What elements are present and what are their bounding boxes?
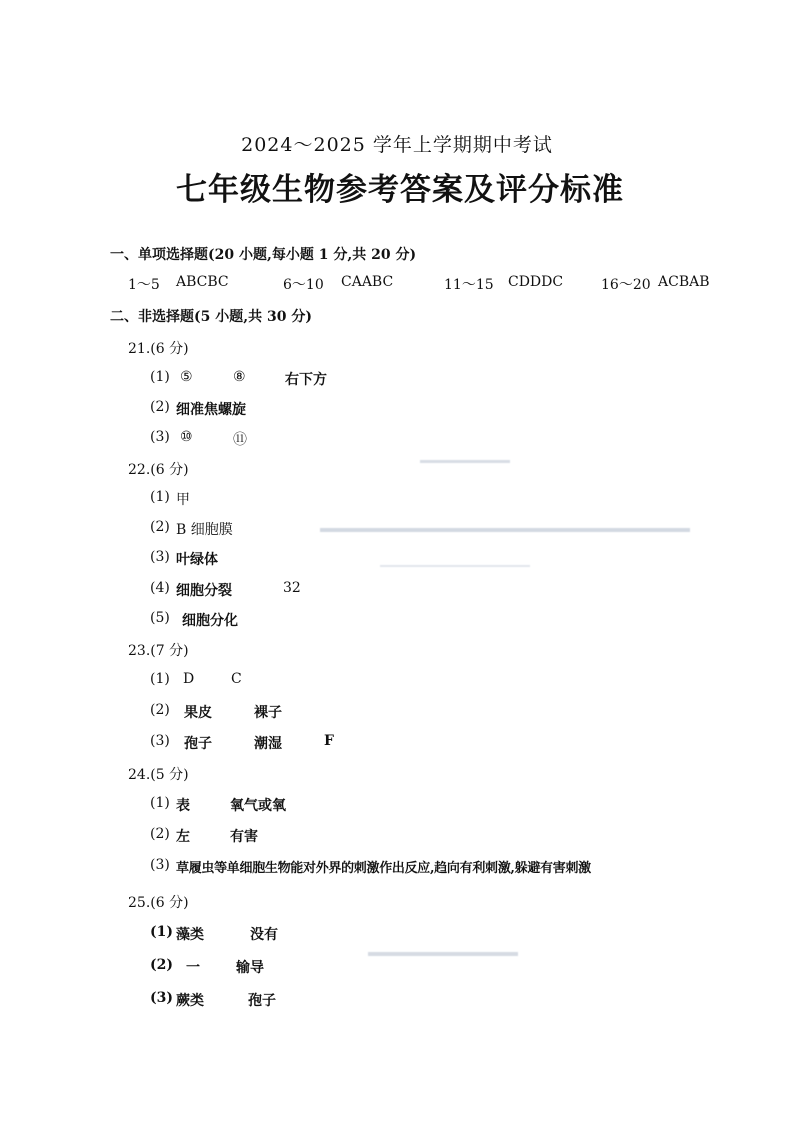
answer-value: ⑩ [180, 429, 193, 445]
answer-label: (3) [150, 429, 170, 445]
mc-group-range: 6～10 [283, 277, 324, 293]
answer-value: 果皮 [184, 705, 212, 721]
answer-label: (2) [150, 399, 170, 415]
answer-label: (2) [150, 702, 170, 718]
answer-value: C [231, 671, 242, 687]
exam-subtitle: 2024～2025 学年上学期期中考试 [241, 134, 553, 156]
question-heading: 25.(6 分) [128, 895, 189, 911]
answer-value: F [324, 733, 334, 749]
page-title: 七年级生物参考答案及评分标准 [176, 172, 624, 208]
answer-label: (2) [150, 957, 173, 973]
answer-label: (1) [150, 795, 170, 811]
section2-heading: 二、非选择题(5 小题,共 30 分) [110, 309, 312, 325]
question-heading: 24.(5 分) [128, 767, 189, 783]
answer-value: 细准焦螺旋 [176, 402, 246, 418]
answer-value: 一 [186, 960, 200, 976]
answer-value: 甲 [176, 492, 190, 508]
answer-label: (2) [150, 519, 170, 535]
mc-group-range: 11～15 [444, 277, 494, 293]
scan-bleed-mark [420, 460, 510, 463]
mc-group-answers: ACBAB [658, 274, 710, 290]
answer-value: 细胞分裂 [176, 583, 232, 599]
answer-label: (4) [150, 580, 170, 596]
answer-value: 细胞分化 [182, 613, 238, 629]
answer-label: (1) [150, 369, 170, 385]
answer-value: 裸子 [254, 705, 282, 721]
mc-group-range: 16～20 [601, 277, 651, 293]
answer-label: (2) [150, 826, 170, 842]
answer-value: D [183, 671, 195, 687]
answer-value: ⑤ [180, 369, 193, 385]
answer-label: (5) [150, 610, 170, 626]
answer-value: 输导 [236, 960, 264, 976]
mc-group-answers: CDDDC [508, 274, 564, 290]
answer-value: 蕨类 [176, 993, 204, 1009]
section1-heading: 一、单项选择题(20 小题,每小题 1 分,共 20 分) [110, 247, 417, 263]
scan-bleed-mark [380, 565, 530, 567]
answer-label: (3) [150, 857, 170, 873]
answer-value: 没有 [250, 927, 278, 943]
answer-value: 潮湿 [254, 736, 282, 752]
answer-label: (3) [150, 549, 170, 565]
answer-value: B 细胞膜 [176, 522, 233, 538]
mc-group-answers: ABCBC [176, 274, 229, 290]
question-heading: 22.(6 分) [128, 462, 189, 478]
answer-value: 右下方 [285, 372, 327, 388]
answer-value: 表 [176, 798, 190, 814]
answer-value: 藻类 [176, 927, 204, 943]
answer-label: (3) [150, 733, 170, 749]
answer-label: (1) [150, 924, 173, 940]
scan-bleed-mark [320, 528, 690, 532]
answer-value: 孢子 [248, 993, 276, 1009]
answer-label: (1) [150, 671, 170, 687]
scan-bleed-mark [368, 952, 518, 956]
answer-value: ⑪ [233, 432, 247, 448]
answer-label: (3) [150, 990, 173, 1006]
answer-value: 叶绿体 [176, 552, 218, 568]
mc-group-range: 1～5 [128, 277, 160, 293]
answer-value: ⑧ [233, 369, 246, 385]
answer-value: 32 [283, 580, 301, 596]
answer-value: 氧气或氧 [230, 798, 286, 814]
answer-value: 草履虫等单细胞生物能对外界的刺激作出反应,趋向有利刺激,躲避有害刺激 [176, 861, 591, 876]
mc-group-answers: CAABC [341, 274, 394, 290]
answer-value: 孢子 [184, 736, 212, 752]
answer-label: (1) [150, 489, 170, 505]
answer-value: 左 [176, 829, 190, 845]
question-heading: 23.(7 分) [128, 643, 189, 659]
answer-value: 有害 [230, 829, 258, 845]
question-heading: 21.(6 分) [128, 341, 189, 357]
